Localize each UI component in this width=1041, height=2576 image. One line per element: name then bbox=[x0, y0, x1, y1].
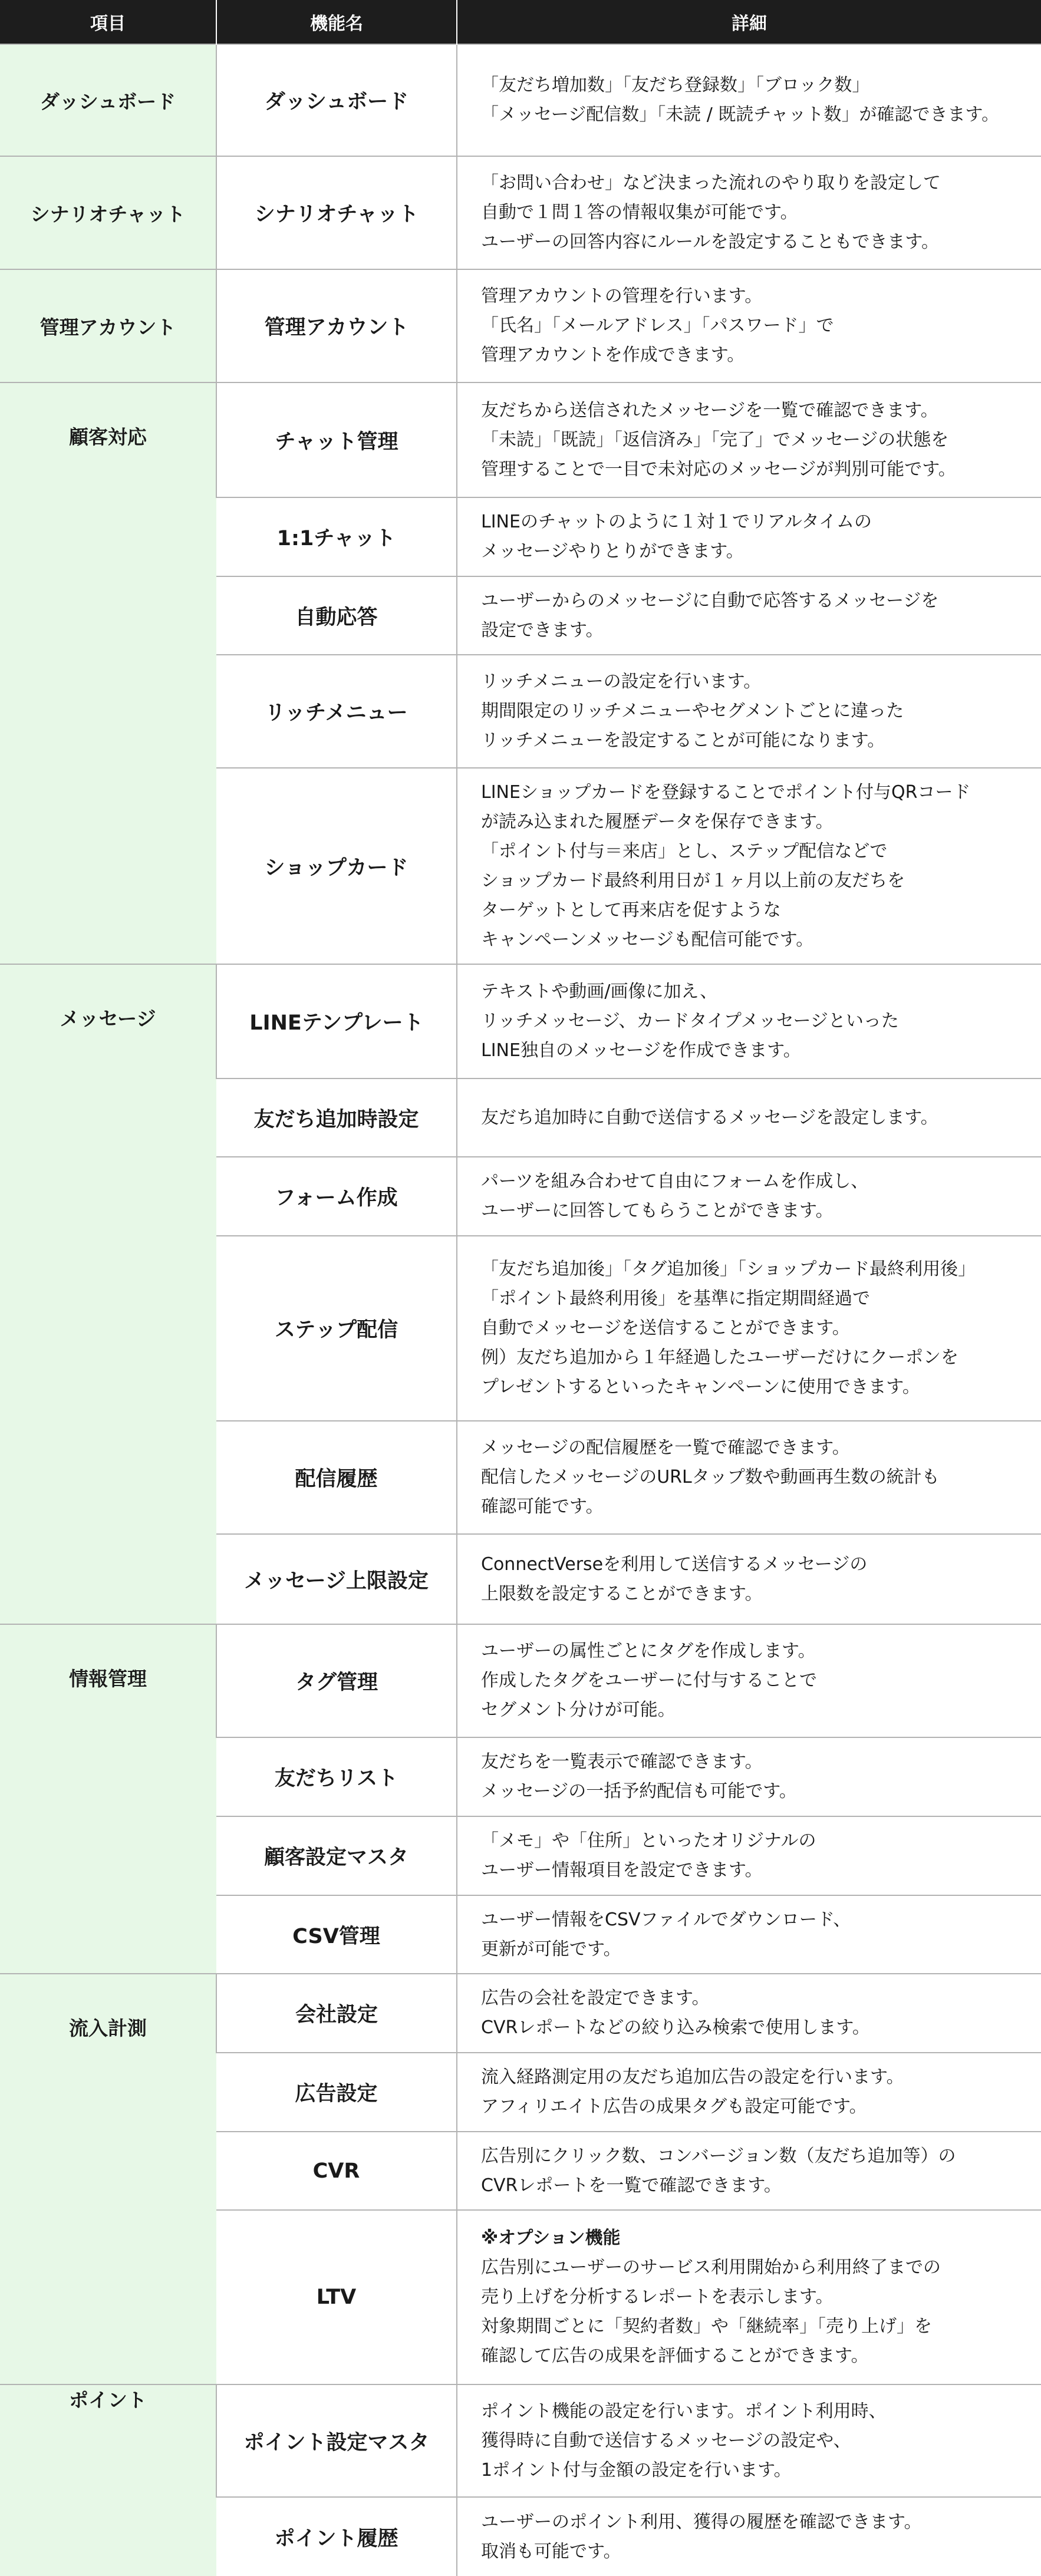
detail-line: メッセージの一括予約配信も可能です。 bbox=[481, 1781, 797, 1802]
detail-line: 獲得時に自動で送信するメッセージの設定や、 bbox=[481, 2430, 851, 2451]
detail-cell bbox=[457, 269, 1041, 382]
detail-line: 対象期間ごとに「契約者数」や「継続率」「売り上げ」を bbox=[481, 2316, 932, 2337]
category-label: 流入計測 bbox=[69, 2017, 147, 2040]
function-name: シナリオチャット bbox=[216, 156, 457, 269]
detail-line: メッセージの配信履歴を一覧で確認できます。 bbox=[481, 1437, 850, 1458]
category-cell bbox=[0, 156, 216, 269]
function-name: 顧客設定マスタ bbox=[216, 1816, 457, 1895]
detail-cell bbox=[457, 1236, 1041, 1421]
detail-line: 確認して広告の成果を評価することができます。 bbox=[481, 2346, 869, 2366]
table-row bbox=[0, 382, 1041, 497]
detail-line: CVRレポートなどの絞り込み検索で使用します。 bbox=[481, 2017, 870, 2038]
detail-line: 流入経路測定用の友だち追加広告の設定を行います。 bbox=[481, 2067, 904, 2087]
detail-line: 友だちから送信されたメッセージを一覧で確認できます。 bbox=[481, 400, 938, 421]
function-name: ポイント設定マスタ bbox=[216, 2384, 457, 2497]
category-label: メッセージ bbox=[60, 1007, 156, 1030]
detail-cell bbox=[457, 1737, 1041, 1816]
detail-cell bbox=[457, 768, 1041, 964]
detail-line: 売り上げを分析するレポートを表示します。 bbox=[481, 2287, 834, 2307]
category-cell bbox=[0, 44, 216, 156]
function-name: 友だちリスト bbox=[216, 1737, 457, 1816]
detail-line: 設定できます。 bbox=[481, 619, 604, 641]
detail-line: 「ポイント最終利用後」を基準に指定期間経過で bbox=[481, 1288, 870, 1309]
function-name: CSV管理 bbox=[216, 1895, 457, 1974]
function-name: 会社設定 bbox=[216, 1974, 457, 2053]
detail-line: アフィリエイト広告の成果タグも設定可能です。 bbox=[481, 2096, 867, 2117]
detail-line: 広告の会社を設定できます。 bbox=[481, 1988, 710, 2008]
table-row bbox=[0, 156, 1041, 269]
detail-line: テキストや動画/画像に加え、 bbox=[481, 981, 718, 1002]
detail-line: 配信したメッセージのURLタップ数や動画再生数の統計も bbox=[481, 1467, 940, 1487]
detail-cell bbox=[457, 1157, 1041, 1236]
detail-line: 「友だち増加数」「友だち登録数」「ブロック数」 bbox=[481, 75, 870, 95]
table-row bbox=[0, 1974, 1041, 2053]
function-name: 自動応答 bbox=[216, 576, 457, 655]
detail-line: メッセージやりとりができます。 bbox=[481, 541, 744, 562]
function-name: 管理アカウント bbox=[216, 269, 457, 382]
detail-line: 期間限定のリッチメニューやセグメントごとに違った bbox=[481, 701, 904, 721]
detail-line: 更新が可能です。 bbox=[481, 1938, 621, 1960]
detail-line: プレゼントするといったキャンペーンに使用できます。 bbox=[481, 1377, 920, 1397]
category-label: ダッシュボード bbox=[39, 90, 176, 113]
function-name: 配信履歴 bbox=[216, 1421, 457, 1534]
detail-line: 作成したタグをユーザーに付与することで bbox=[481, 1670, 817, 1691]
detail-cell bbox=[457, 655, 1041, 768]
detail-line: ショップカード最終利用日が１ヶ月以上前の友だちを bbox=[481, 870, 905, 891]
function-name: チャット管理 bbox=[216, 382, 457, 497]
detail-cell bbox=[457, 2497, 1041, 2576]
detail-line: 「ポイント付与＝来店」とし、ステップ配信などで bbox=[481, 840, 888, 862]
detail-line: 確認可能です。 bbox=[481, 1496, 604, 1517]
detail-line: 「メモ」や「住所」といったオリジナルの bbox=[481, 1830, 816, 1851]
detail-line: が読み込まれた履歴データを保存できます。 bbox=[481, 811, 834, 832]
function-name: ショップカード bbox=[216, 768, 457, 964]
detail-line: 上限数を設定することができます。 bbox=[481, 1583, 763, 1604]
detail-line: ユーザーの回答内容にルールを設定することもできます。 bbox=[481, 232, 939, 252]
detail-line: ユーザーの属性ごとにタグを作成します。 bbox=[481, 1641, 816, 1661]
detail-line: 「未読」「既読」「返信済み」「完了」でメッセージの状態を bbox=[481, 429, 949, 450]
detail-line: CVRレポートを一覧で確認できます。 bbox=[481, 2175, 782, 2196]
detail-line: ユーザー情報項目を設定できます。 bbox=[481, 1860, 763, 1881]
detail-cell bbox=[457, 1534, 1041, 1624]
detail-cell bbox=[457, 1974, 1041, 2053]
function-name: 1:1チャット bbox=[216, 497, 457, 576]
option-note: ※オプション機能 bbox=[481, 2228, 621, 2248]
function-name: 広告設定 bbox=[216, 2053, 457, 2132]
category-label: シナリオチャット bbox=[30, 202, 186, 226]
detail-cell bbox=[457, 382, 1041, 497]
detail-line: ユーザーのポイント利用、獲得の履歴を確認できます。 bbox=[481, 2511, 922, 2532]
detail-line: LINEショップカードを登録することでポイント付与QRコード bbox=[481, 781, 971, 803]
detail-line: 「氏名」「メールアドレス」「パスワード」で bbox=[481, 315, 834, 336]
detail-line: 1ポイント付与金額の設定を行います。 bbox=[481, 2459, 792, 2481]
detail-line: 管理アカウントを作成できます。 bbox=[481, 345, 745, 365]
detail-cell bbox=[457, 497, 1041, 576]
function-name: フォーム作成 bbox=[216, 1157, 457, 1236]
detail-cell bbox=[457, 1078, 1041, 1157]
detail-cell bbox=[457, 2384, 1041, 2497]
detail-line: リッチメニューを設定することが可能になります。 bbox=[481, 730, 885, 751]
detail-line: キャンペーンメッセージも配信可能です。 bbox=[481, 929, 814, 950]
detail-line: LINEのチャットのように１対１でリアルタイムの bbox=[481, 512, 872, 532]
detail-line: 自動で１問１答の情報収集が可能です。 bbox=[481, 202, 798, 223]
category-cell bbox=[0, 382, 216, 964]
detail-line: 管理アカウントの管理を行います。 bbox=[481, 286, 763, 306]
category-label: 管理アカウント bbox=[39, 315, 176, 339]
detail-line: 友だちを一覧表示で確認できます。 bbox=[481, 1752, 763, 1772]
detail-cell bbox=[457, 156, 1041, 269]
detail-cell bbox=[457, 1421, 1041, 1534]
detail-line: リッチメニューの設定を行います。 bbox=[481, 671, 762, 692]
detail-line: 取消も可能です。 bbox=[481, 2541, 621, 2562]
function-name: LTV bbox=[216, 2210, 457, 2384]
detail-line: 例）友だち追加から１年経過したユーザーだけにクーポンを bbox=[481, 1347, 958, 1368]
category-label: 顧客対応 bbox=[69, 426, 147, 448]
detail-line: リッチメッセージ、カードタイプメッセージといった bbox=[481, 1011, 899, 1031]
detail-cell bbox=[457, 2132, 1041, 2210]
category-cell bbox=[0, 1974, 216, 2384]
table-body bbox=[0, 44, 1041, 2576]
detail-line: 自動でメッセージを送信することができます。 bbox=[481, 1318, 850, 1338]
detail-line: ConnectVerseを利用して送信するメッセージの bbox=[481, 1553, 868, 1575]
detail-line: パーツを組み合わせて自由にフォームを作成し、 bbox=[481, 1171, 869, 1192]
function-name: ポイント履歴 bbox=[216, 2497, 457, 2576]
category-label: ポイント bbox=[69, 2389, 147, 2412]
table-row bbox=[0, 44, 1041, 156]
detail-line: 「お問い合わせ」など決まった流れのやり取りを設定して bbox=[481, 173, 941, 193]
header-category: 項目 bbox=[0, 0, 216, 44]
function-name: 友だち追加時設定 bbox=[216, 1078, 457, 1157]
detail-cell bbox=[457, 964, 1041, 1078]
function-name: ステップ配信 bbox=[216, 1236, 457, 1421]
table-row bbox=[0, 2384, 1041, 2497]
detail-line: 友だち追加時に自動で送信するメッセージを設定します。 bbox=[481, 1107, 938, 1128]
detail-line: 「友だち追加後」「タグ追加後」「ショップカード最終利用後」 bbox=[481, 1259, 976, 1279]
category-label: 情報管理 bbox=[69, 1667, 147, 1690]
detail-line: ポイント機能の設定を行います。ポイント利用時、 bbox=[481, 2400, 887, 2422]
detail-line: ターゲットとして再来店を促すような bbox=[481, 899, 781, 921]
header-function: 機能名 bbox=[216, 0, 457, 44]
category-cell bbox=[0, 269, 216, 382]
function-name: CVR bbox=[216, 2132, 457, 2210]
detail-cell bbox=[457, 1816, 1041, 1895]
function-name: タグ管理 bbox=[216, 1624, 457, 1737]
detail-cell bbox=[457, 576, 1041, 655]
detail-cell bbox=[457, 44, 1041, 156]
function-name: リッチメニュー bbox=[216, 655, 457, 768]
table-row bbox=[0, 269, 1041, 382]
detail-line: LINE独自のメッセージを作成できます。 bbox=[481, 1040, 801, 1061]
table-row bbox=[0, 964, 1041, 1078]
detail-line: セグメント分けが可能。 bbox=[481, 1700, 676, 1720]
detail-line: 広告別にクリック数、コンバージョン数（友だち追加等）の bbox=[481, 2145, 956, 2166]
header-detail: 詳細 bbox=[457, 0, 1041, 44]
function-name: LINEテンプレート bbox=[216, 964, 457, 1078]
function-name: ダッシュボード bbox=[216, 44, 457, 156]
detail-line: 「メッセージ配信数」「未読 / 既読チャット数」が確認できます。 bbox=[481, 104, 1000, 125]
function-name: メッセージ上限設定 bbox=[216, 1534, 457, 1624]
detail-cell bbox=[457, 1895, 1041, 1974]
detail-cell bbox=[457, 2210, 1041, 2384]
detail-cell bbox=[457, 2053, 1041, 2132]
detail-line: ユーザーに回答してもらうことができます。 bbox=[481, 1200, 834, 1221]
detail-line: ユーザー情報をCSVファイルでダウンロード、 bbox=[481, 1909, 851, 1930]
detail-line: 管理することで一目で未対応のメッセージが判別可能です。 bbox=[481, 459, 956, 480]
category-cell bbox=[0, 2384, 216, 2576]
detail-cell bbox=[457, 1624, 1041, 1737]
detail-line: ユーザーからのメッセージに自動で応答するメッセージを bbox=[481, 590, 939, 611]
table-header-row bbox=[0, 0, 1041, 44]
category-cell bbox=[0, 964, 216, 1624]
category-cell bbox=[0, 1624, 216, 1974]
detail-line: 広告別にユーザーのサービス利用開始から利用終了までの bbox=[481, 2257, 941, 2278]
table-row bbox=[0, 1624, 1041, 1737]
